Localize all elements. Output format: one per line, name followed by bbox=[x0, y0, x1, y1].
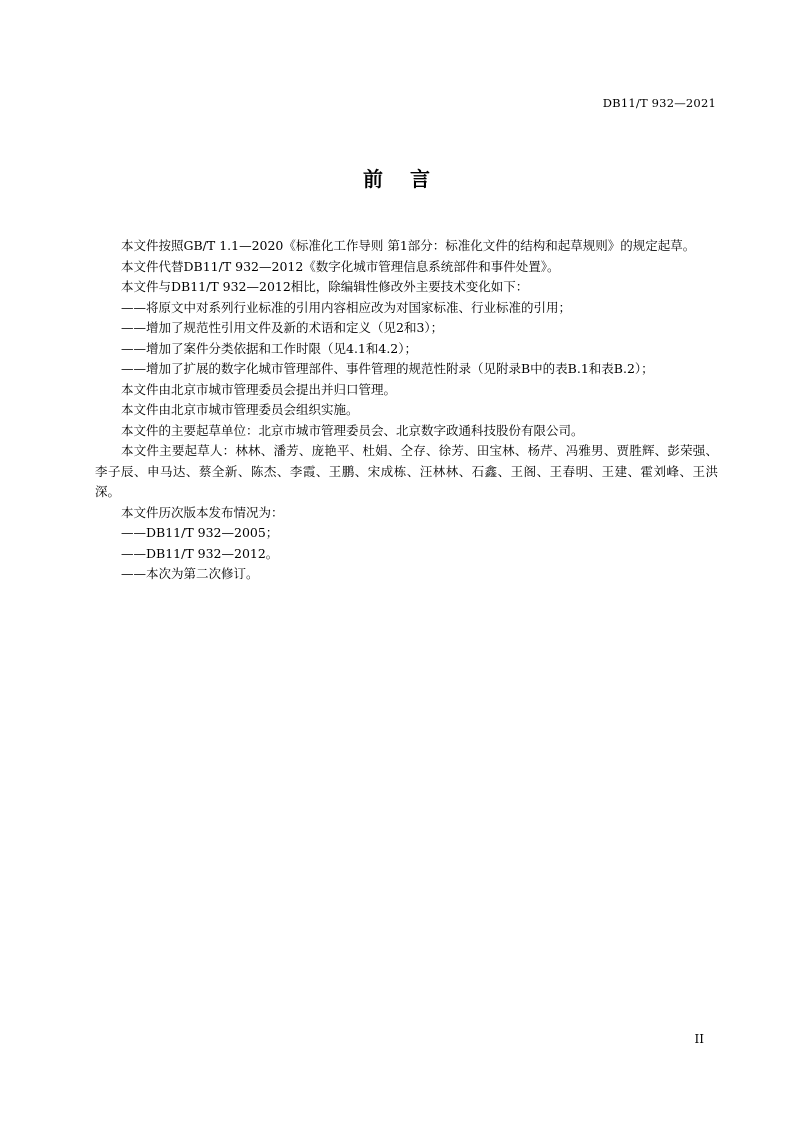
list-item-change-4: ——增加了扩展的数字化城市管理部件、事件管理的规范性附录（见附录B中的表B.1和表B.2）； bbox=[121, 361, 654, 376]
paragraph-changes-intro: 本文件与DB11/T 932—2012相比，除编辑性修改外主要技术变化如下： bbox=[121, 279, 529, 294]
paragraph-drafters: 本文件主要起草人：林林、潘芳、庞艳平、杜娟、仝存、徐芳、田宝林、杨芹、冯雅男、贾胜辉、彭荣强、李子辰、申马达、蔡全新、陈杰、李霞、王鹏、宋成栋、汪林林、石鑫、王阁、王春明、王建、霍刘峰、王洪深。 bbox=[95, 443, 718, 499]
paragraph-drafting-basis: 本文件按照GB/T 1.1—2020《标准化工作导则 第1部分：标准化文件的结构和起草规则》的规定起草。 bbox=[121, 238, 696, 253]
list-item-change-2: ——增加了规范性引用文件及新的术语和定义（见2和3）； bbox=[121, 320, 444, 335]
paragraph-replaces: 本文件代替DB11/T 932—2012《数字化城市管理信息系统部件和事件处置》。 bbox=[121, 258, 560, 274]
page-title: 前言 bbox=[363, 167, 457, 191]
paragraph-drafting-units: 本文件的主要起草单位：北京市城市管理委员会、北京数字政通科技股份有限公司。 bbox=[121, 422, 584, 438]
paragraph-proposer: 本文件由北京市城市管理委员会提出并归口管理。 bbox=[121, 381, 397, 397]
list-item-version-2005: ——DB11/T 932—2005； bbox=[121, 525, 279, 540]
page-number: II bbox=[694, 1032, 704, 1046]
list-item-change-1: ——将原文中对系列行业标准的引用内容相应改为对国家标准、行业标准的引用； bbox=[121, 299, 572, 315]
paragraph-implementer: 本文件由北京市城市管理委员会组织实施。 bbox=[121, 402, 359, 417]
foreword-body bbox=[95, 236, 718, 585]
list-item-change-3: ——增加了案件分类依据和工作时限（见4.1和4.2）； bbox=[121, 340, 418, 356]
paragraph-version-history: 本文件历次版本发布情况为： bbox=[121, 504, 284, 520]
standard-code: DB11/T 932—2021 bbox=[602, 96, 716, 110]
list-item-version-2012: ——DB11/T 932—2012。 bbox=[121, 545, 279, 561]
list-item-current-revision: ——本次为第二次修订。 bbox=[121, 566, 259, 581]
